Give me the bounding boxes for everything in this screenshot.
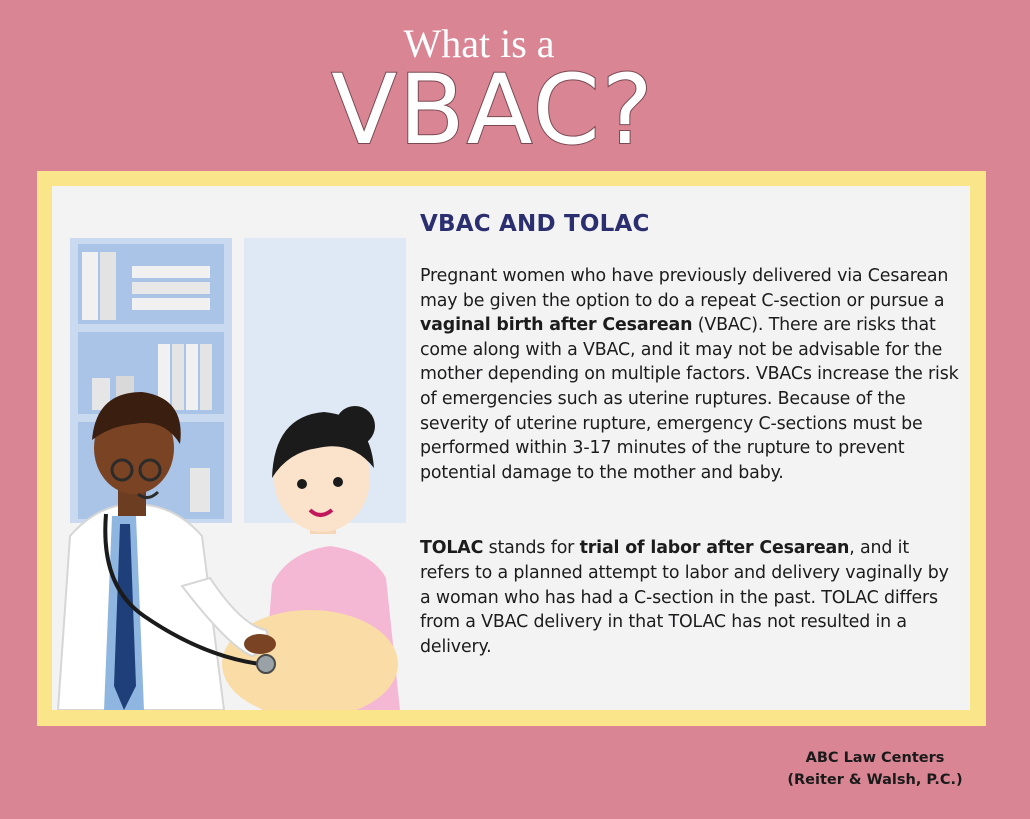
- vbac-paragraph: [420, 264, 960, 485]
- vbac-bold-term: vaginal birth after Cesarean: [420, 315, 693, 336]
- vbac-text-b: (VBAC). There are risks that come along with a VBAC, and it may not be advisable for the mother depending on multiple factors. VBACs increase the risk of emergencies such as uterine ruptures. Because of the severity of uterine rupture, emergency C-sections must be performed within 3-17 minutes of the rupture to prevent potential damage to the mother and baby.: [420, 315, 959, 483]
- title-graphic: [0, 0, 1030, 165]
- tolac-text-b: , and it refers to a planned attempt to labor and delivery vaginally by a woman who has had a C-section in the past. TOLAC differs from a VBAC delivery in that TOLAC has not resulted in a delivery.: [420, 538, 949, 657]
- tolac-bold-term: TOLAC: [420, 538, 484, 559]
- text-column: [420, 210, 960, 659]
- title-line1: What is a: [403, 21, 555, 66]
- tolac-paragraph: [420, 536, 960, 659]
- tolac-bold-definition: trial of labor after Cesarean: [579, 538, 850, 559]
- title-line2: VBAC?: [331, 54, 655, 165]
- footer-credit: [770, 747, 980, 791]
- footer-line2: (Reiter & Walsh, P.C.): [787, 772, 963, 788]
- content-panel: [52, 186, 970, 710]
- vbac-text-a: Pregnant women who have previously delivered via Cesarean may be given the option to do a repeat C-section or pursue a: [420, 266, 949, 311]
- tolac-text-a: stands for: [483, 538, 580, 559]
- section-heading: VBAC AND TOLAC: [420, 211, 650, 237]
- footer-line1: ABC Law Centers: [805, 750, 945, 766]
- header: [0, 0, 1030, 165]
